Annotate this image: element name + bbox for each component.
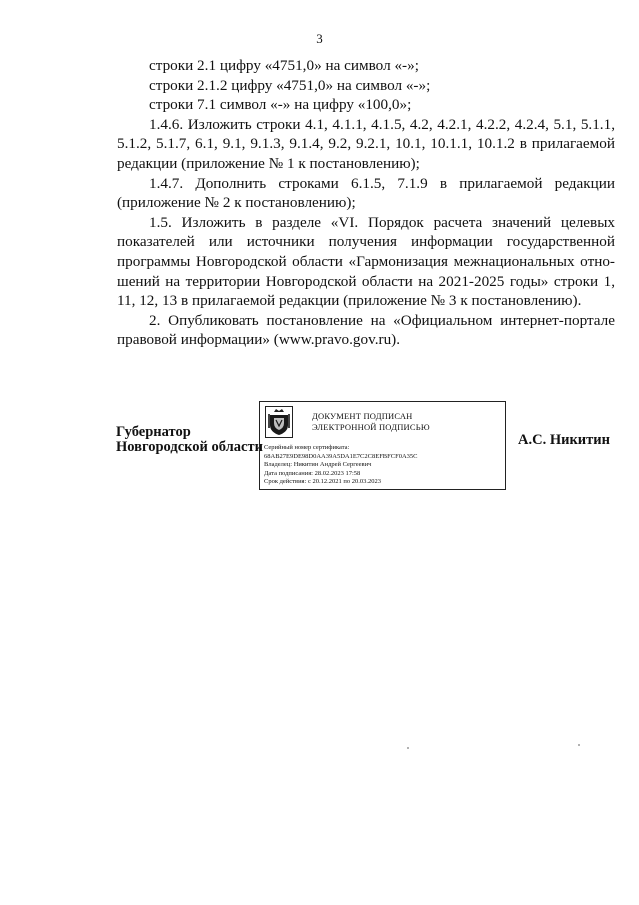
electronic-signature-stamp [259, 401, 506, 490]
stamp-heading-line2: ЭЛЕКТРОННОЙ ПОДПИСЬЮ [312, 422, 430, 432]
signer-name: А.С. Никитин [518, 432, 610, 448]
signer-position-line1: Губернатор [116, 424, 191, 440]
signer-position-line2: Новгородской области [116, 439, 263, 455]
scan-speck [407, 747, 409, 749]
stamp-details [264, 444, 418, 487]
scan-speck [578, 744, 580, 746]
paragraph-1-5: 1.5. Изложить в разделе «VI. Порядок расчета значений целевых показателей или источники получения информации государственной программы Новгородской области «Гармонизация межнациональных отно-шений на территории Новгородской области на 2021-2025 годы» строки 1, 11, 12, 13 в прилагаемой редакции (приложение № 3 к постановлению). [117, 213, 615, 310]
stamp-owner: Владелец: Никитин Андрей Сергеевич [264, 461, 372, 469]
stamp-serial-value: 68AB27E9DE98D0AA39A5DA1E7C2C8EFBFCF0A35C [264, 452, 418, 460]
coat-of-arms-icon [265, 406, 293, 438]
paragraph-2: 2. Опубликовать постановление на «Официальном интернет-портале правовой информации» (www.pravo.gov.ru). [117, 311, 615, 349]
paragraph-line-7-1: строки 7.1 символ «-» на цифру «100,0»; [149, 96, 412, 114]
paragraph-1-4-6: 1.4.6. Изложить строки 4.1, 4.1.1, 4.1.5, 4.2, 4.2.1, 4.2.2, 4.2.4, 5.1, 5.1.1, 5.1.2, 5.1.7, 6.1, 9.1, 9.1.3, 9.1.4, 9.2, 9.2.1, 10.1, 10.1.1, 10.1.2 в прилагаемой редакции (приложение № 1 к постановлению); [117, 115, 615, 172]
stamp-validity: Срок действия: с 20.12.2021 по 20.03.2023 [264, 478, 381, 486]
signer-position [116, 425, 263, 455]
page-number: 3 [316, 31, 323, 46]
stamp-heading [312, 411, 430, 433]
paragraph-line-2-1-2: строки 2.1.2 цифру «4751,0» на символ «-»; [149, 76, 431, 94]
paragraph-line-2-1: строки 2.1 цифру «4751,0» на символ «-»; [149, 57, 419, 74]
stamp-serial-label: Серийный номер сертификата: [264, 444, 350, 451]
document-body [117, 56, 615, 350]
paragraph-1-4-7: 1.4.7. Дополнить строками 6.1.5, 7.1.9 в прилагаемой редакции (приложение № 2 к постановлению); [117, 174, 615, 212]
stamp-signed-date: Дата подписания: 28.02.2023 17:58 [264, 469, 361, 477]
stamp-heading-line1: ДОКУМЕНТ ПОДПИСАН [312, 411, 413, 421]
